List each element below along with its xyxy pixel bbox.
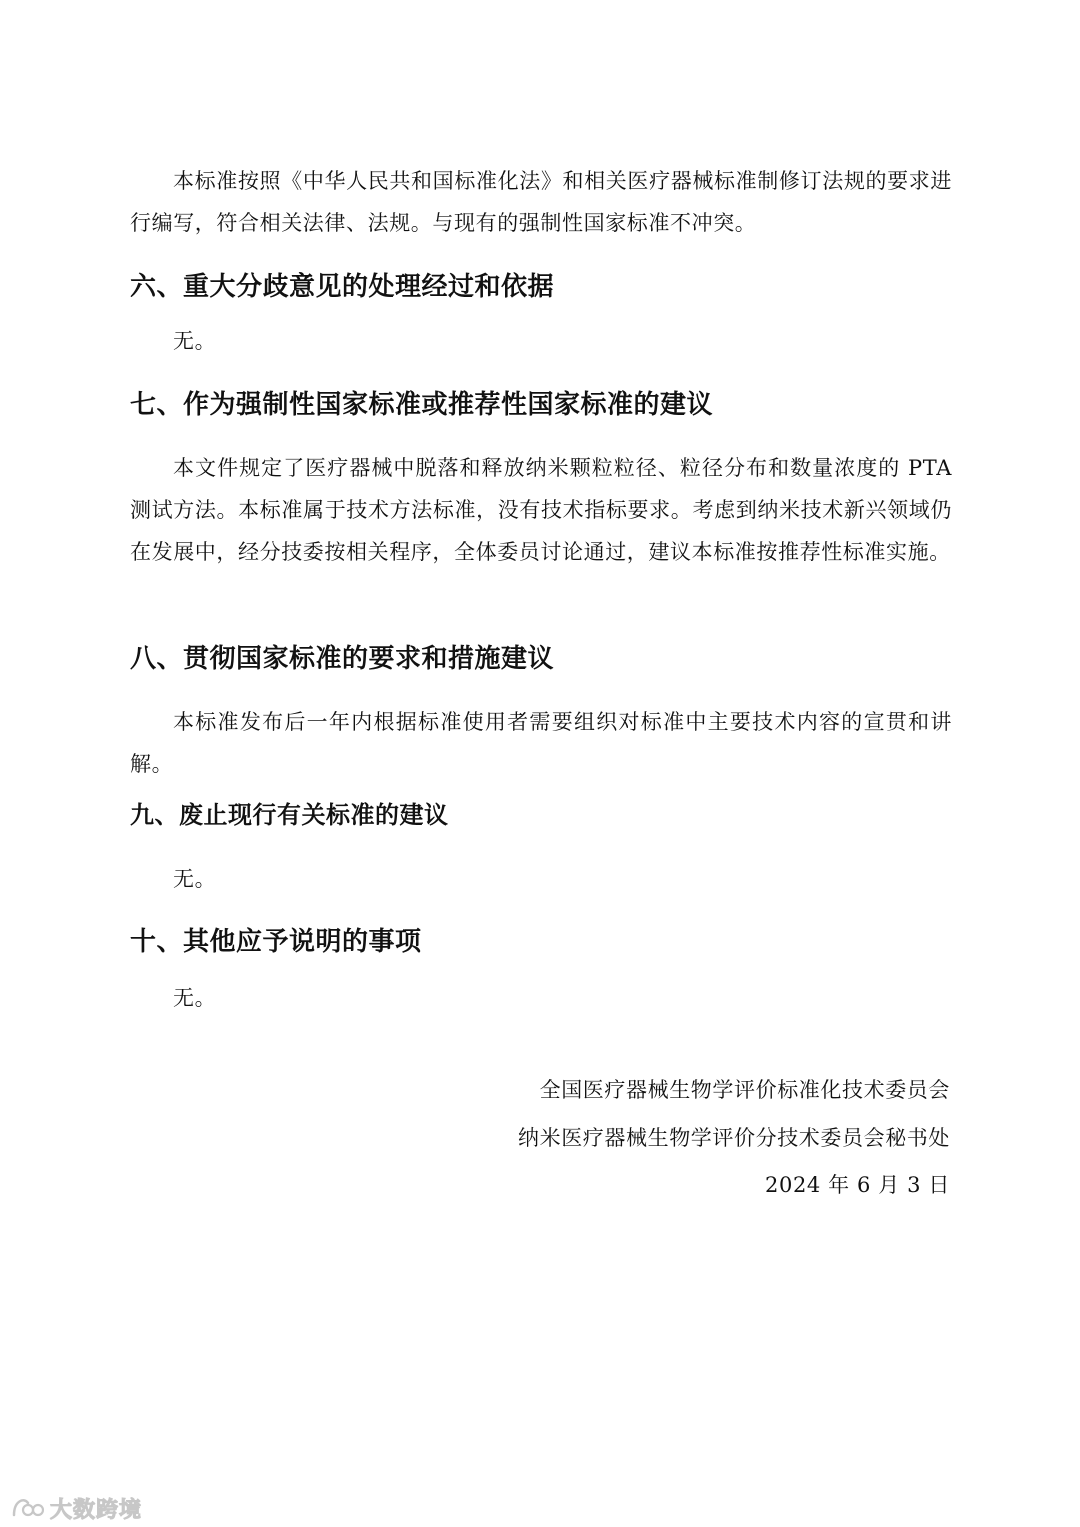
section-8-heading: 八、贯彻国家标准的要求和措施建议 <box>130 644 555 674</box>
section-9-heading: 九、废止现行有关标准的建议 <box>130 801 449 829</box>
signature-committee: 全国医疗器械生物学评价标准化技术委员会 <box>539 1078 950 1102</box>
section-7-heading: 七、作为强制性国家标准或推荐性国家标准的建议 <box>130 390 714 420</box>
signature-date: 2024 年 6 月 3 日 <box>765 1173 950 1197</box>
section-9-body: 无。 <box>173 867 217 891</box>
section-7-body: 本文件规定了医疗器械中脱落和释放纳米颗粒粒径、粒径分布和数量浓度的 PTA 测试方法。本标准属于技术方法标准，没有技术指标要求。考虑到纳米技术新兴领域仍在发展中，经分技委按相关程序，全体委员讨论通过，建议本标准按推荐性标准实施。 <box>130 456 952 564</box>
section-10-body: 无。 <box>173 986 217 1010</box>
watermark <box>10 1493 142 1523</box>
brand-logo-icon <box>10 1495 44 1521</box>
section-8-body: 本标准发布后一年内根据标准使用者需要组织对标准中主要技术内容的宣贯和讲解。 <box>130 710 952 776</box>
section-6-body: 无。 <box>173 329 217 353</box>
signature-secretariat: 纳米医疗器械生物学评价分技术委员会秘书处 <box>518 1126 950 1150</box>
watermark-text: 大数跨境 <box>50 1497 143 1523</box>
section-6-heading: 六、重大分歧意见的处理经过和依据 <box>130 272 555 302</box>
section-10-heading: 十、其他应予说明的事项 <box>130 927 422 957</box>
intro-paragraph: 本标准按照《中华人民共和国标准化法》和相关医疗器械标准制修订法规的要求进行编写，符合相关法律、法规。与现有的强制性国家标准不冲突。 <box>130 169 952 235</box>
